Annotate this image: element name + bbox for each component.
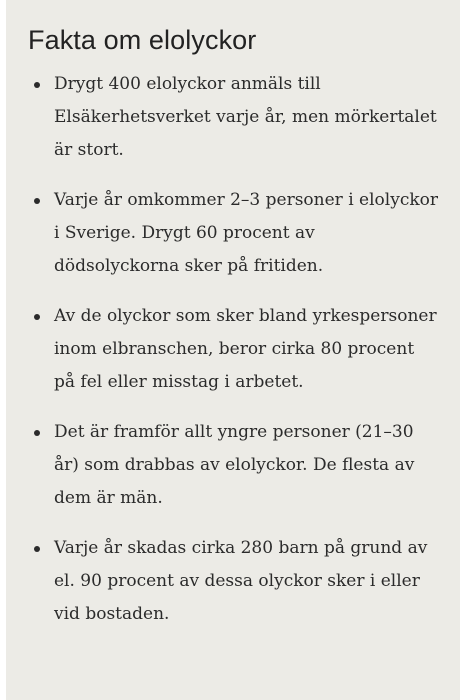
list-item-text: Varje år skadas cirka 280 barn på grund av el. 90 procent av dessa olyckor sker i eller vid bostaden. bbox=[54, 538, 428, 624]
bullet-icon bbox=[34, 82, 40, 88]
list-item bbox=[28, 416, 440, 515]
list-item-text: Av de olyckor som sker bland yrkespersoner inom elbranschen, beror cirka 80 procent på fel eller misstag i arbetet. bbox=[54, 306, 437, 392]
list-item-text: Det är framför allt yngre personer (21–30 år) som drabbas av elolyckor. De flesta av dem är män. bbox=[54, 422, 415, 508]
list-item bbox=[28, 300, 440, 399]
list-item bbox=[28, 532, 440, 631]
list-item-text: Varje år omkommer 2–3 personer i elolyckor i Sverige. Drygt 60 procent av dödsolyckorna sker på fritiden. bbox=[54, 190, 439, 276]
bullet-icon bbox=[34, 546, 40, 552]
list-item bbox=[28, 68, 440, 167]
fact-box-title: Fakta om elolyckor bbox=[28, 25, 257, 55]
list-item-text: Drygt 400 elolyckor anmäls till Elsäkerhetsverket varje år, men mörkertalet är stort. bbox=[54, 74, 437, 160]
fact-list bbox=[28, 68, 440, 631]
bullet-icon bbox=[34, 198, 40, 204]
list-item bbox=[28, 184, 440, 283]
fact-box bbox=[6, 0, 460, 700]
bullet-icon bbox=[34, 314, 40, 320]
bullet-icon bbox=[34, 430, 40, 436]
